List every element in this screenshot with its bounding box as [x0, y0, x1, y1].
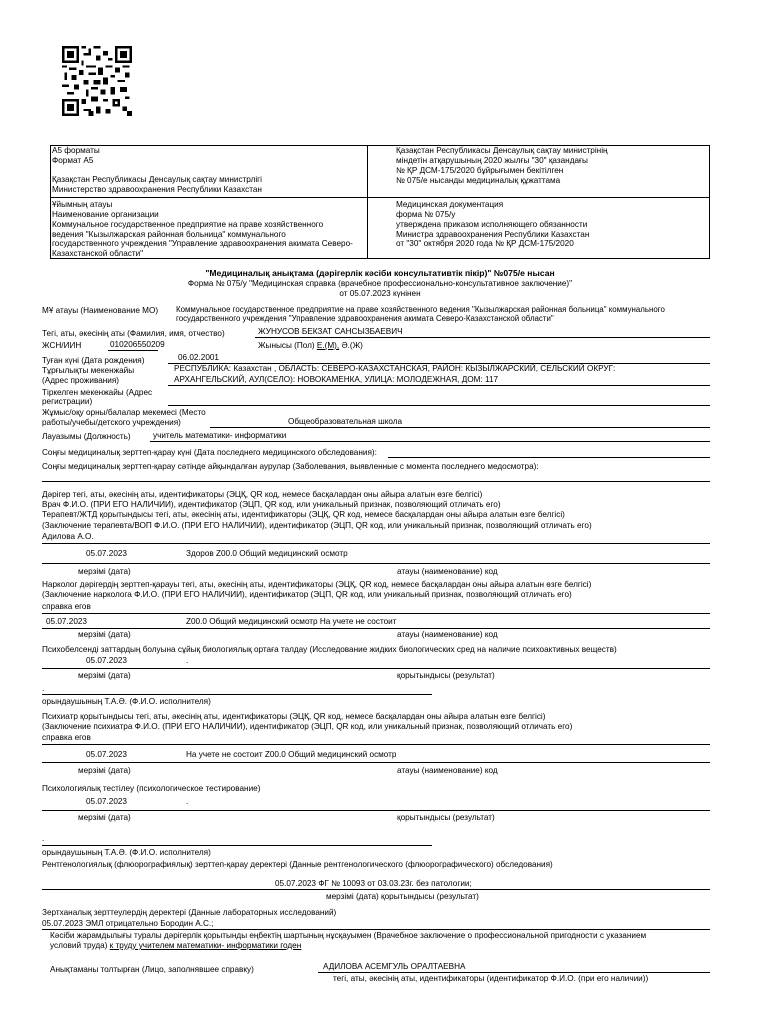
psych-test-exec-underline: [42, 845, 432, 846]
header-vertical-divider: [367, 145, 368, 259]
psych-test-date: 05.07.2023: [86, 797, 127, 806]
therapist-result-underline: [42, 563, 710, 564]
psych-test-result-label: қорытындысы (результат): [397, 813, 495, 822]
psychiatrist-name: справка егов: [42, 733, 91, 742]
iin-label: ЖСН/ИИН: [42, 341, 82, 350]
work-label-1: Жұмыс/оқу орны/балалар мекемесі (Место: [42, 408, 206, 417]
position-label: Лауазымы (Должность): [42, 432, 131, 441]
work-value: Общеобразовательная школа: [288, 417, 403, 426]
psychoactive-result: .: [186, 656, 189, 665]
psychoactive-date-label: мерзімі (дата): [78, 671, 131, 680]
lab-underline: [42, 929, 710, 930]
doctor-label-ru: Врач Ф.И.О. (ПРИ ЕГО НАЛИЧИИ), идентификатор (ЭЦП, QR код, или уникальный признак, позволяющий отличать его): [42, 500, 501, 509]
doctor-label-kz: Дәрігер тегі, аты, әкесінің аты, идентификаторы (ЭЦҚ, QR код, немесе басқалардан оны айыра алатын өзге белгісі): [42, 490, 483, 499]
header-left-top: А5 форматы Формат А5 Қазақстан Республикасы Денсаулық сақтау министрлігі Министерство здравоохранения Республики Казахстан: [52, 146, 262, 194]
filler-sub-label: тегі, аты, әкесінің аты, идентификаторы (идентификатор Ф.И.О. (при его наличии)): [333, 974, 649, 983]
psychiatrist-label-ru: (Заключение психиатра Ф.И.О. (ПРИ ЕГО НАЛИЧИИ), идентификатор (ЭЦП, QR код, или уникальный признак, позволяющий отличать его): [42, 722, 573, 731]
psychiatrist-underline: [42, 744, 710, 745]
iin-value: 010206550209: [110, 340, 165, 349]
therapist-underline: [42, 543, 710, 544]
sex-label: Жынысы (Пол): [258, 341, 315, 350]
address-value-1: РЕСПУБЛИКА: Казахстан , ОБЛАСТЬ: СЕВЕРО-КАЗАХСТАНСКАЯ, РАЙОН: КЫЗЫЛЖАРСКИЙ, СЕЛЬСКИЙ ОКРУГ:: [174, 364, 616, 373]
therapist-label-ru: (Заключение терапевта/ВОП Ф.И.О. (ПРИ ЕГО НАЛИЧИИ), идентификатор (ЭЦП, QR код, или уникальный признак, позволяющий отличать его): [42, 521, 592, 530]
narcologist-label-ru: (Заключение нарколога Ф.И.О. (ПРИ ЕГО НАЛИЧИИ), идентификатор (ЭЦП, QR код, или уникальный признак, позволяющий отличать его): [42, 590, 572, 599]
psychoactive-exec-underline: [42, 694, 432, 695]
filler-label: Анықтаманы толтырған (Лицо, заполнявшее справку): [50, 965, 254, 974]
narcologist-underline: [42, 613, 710, 614]
header-horizontal-divider: [50, 197, 710, 198]
address-value-2: АРХАНГЕЛЬСКИЙ, АУЛ(СЕЛО): НОВОКАМЕНКА, УЛИЦА: МОЛОДЕЖНАЯ, ДОМ: 117: [174, 375, 499, 384]
xray-label: Рентгенологиялық (флюорографиялық) зерттеп-қарау деректері (Данные рентгенологического (флюорографического) обследования): [42, 860, 553, 869]
form-title-kz: "Медициналық анықтама (дәрігерлік кәсіби консультативтік пікір)" №075/е нысан: [205, 268, 555, 278]
conclusion-label-1: Кәсіби жарамдылығы туралы дәрігерлік қорытынды еңбектің шартының нұсқауымен (Врачебное заключение о профессиональной пригодности с указанием: [50, 931, 647, 940]
filler-underline: [318, 972, 710, 973]
diseases-label: Соңғы медициналық зерттеп-қарау сәтінде айқындалған аурулар (Заболевания, выявленные с момента последнего медосмотра):: [42, 462, 539, 471]
narcologist-name: справка егов: [42, 602, 91, 611]
psychiatrist-result-underline: [42, 762, 710, 763]
psychoactive-underline: [42, 668, 710, 669]
psychiatrist-date: 05.07.2023: [86, 750, 127, 759]
psychiatrist-result: На учете не состоит Z00.0 Общий медицинский осмотр: [186, 750, 397, 759]
last-exam-underline: [388, 457, 710, 458]
qr-code: [62, 46, 132, 116]
work-label-2: работы/учебы/детского учреждения): [42, 418, 181, 427]
psychoactive-label: Психобелсенді заттардың болуына сұйық биологиялық ортаға талдау (Исследование жидких биологических сред на наличие психоактивных веществ): [42, 645, 617, 654]
org-value-1: Коммунальное государственное предприятие на праве хозяйственного ведения "Кызылжарская районная больница" коммунального: [176, 305, 665, 314]
xray-value: 05.07.2023 ФГ № 10093 от 03.03.23г. без патологии;: [275, 879, 472, 888]
fio-label: Тегі, аты, әкесінің аты (Фамилия, имя, отчество): [42, 329, 225, 338]
psych-test-underline: [42, 810, 710, 811]
psychiatrist-label-kz: Психиатр қорытындысы тегі, аты, әкесінің аты, идентификаторы (ЭЦҚ, QR код, немесе басқалардан оны айыра алатын өзге белгісі): [42, 712, 546, 721]
narcologist-label-kz: Нарколог дәрігердің зерттеп-қарауы тегі, аты, әкесінің аты, идентификаторы (ЭЦҚ, QR код, немесе басқалардан оны айыра алатын өзге белгісі): [42, 580, 592, 589]
form-title-ru: Форма № 075/у "Медицинская справка (врачебное профессионально-консультативное заключение)": [187, 279, 573, 288]
therapist-date-label: мерзімі (дата): [78, 567, 131, 576]
psych-test-label: Психологиялық тестілеу (психологическое тестирование): [42, 784, 261, 793]
xray-underline: [42, 889, 710, 890]
narcologist-date-label: мерзімі (дата): [78, 630, 131, 639]
psychoactive-exec-value: .: [42, 684, 45, 693]
conclusion-label-2: условий труда): [50, 941, 108, 950]
sex-female-option: Ә.(Ж): [341, 341, 363, 350]
header-left-bottom: Ұйымның атауы Наименование организации Коммунальное государственное предприятие на праве хозяйственного ведения "Кызылжарская районная больница" коммунального государственного учреждения "Управление здравоохранения акимата Северо- Казахстанской области": [52, 200, 353, 259]
psych-test-exec-label: орындаушының Т.А.Ә. (Ф.И.О. исполнителя): [42, 848, 211, 857]
xray-sub-label: мерзімі (дата) қорытындысы (результат): [326, 892, 479, 901]
fio-value: ЖУНУСОВ БЕКЗАТ САНСЫЗБАЕВИЧ: [258, 327, 403, 336]
fio-underline: [255, 337, 710, 338]
address-label-1: Тұрғылықты мекенжайы: [42, 366, 135, 375]
psychoactive-date: 05.07.2023: [86, 656, 127, 665]
psychiatrist-date-label: мерзімі (дата): [78, 766, 131, 775]
therapist-result: Здоров Z00.0 Общий медицинский осмотр: [186, 549, 348, 558]
form-title-date: от 05.07.2023 күнінен: [339, 289, 421, 298]
psychoactive-result-label: қорытындысы (результат): [397, 671, 495, 680]
reg-label-2: регистрации): [42, 397, 93, 406]
dob-value: 06.02.2001: [178, 353, 219, 362]
psych-test-date-label: мерзімі (дата): [78, 813, 131, 822]
therapist-date: 05.07.2023: [86, 549, 127, 558]
narcologist-date: 05.07.2023: [46, 617, 87, 626]
sex-male-option: Е.(М),: [316, 341, 340, 350]
iin-underline: [108, 350, 158, 351]
reg-label-1: Тіркелген мекенжайы (Адрес: [42, 388, 153, 397]
psych-test-exec-value: .: [42, 834, 45, 843]
therapist-name-label: атауы (наименование) код: [397, 567, 498, 576]
position-value: учитель математики- информатики: [153, 431, 287, 440]
conclusion-line-2: [50, 941, 301, 951]
address-label-2: (Адрес проживания): [42, 376, 120, 385]
sex-field: [258, 341, 363, 351]
reg-underline: [168, 405, 710, 406]
psychiatrist-name-label: атауы (наименование) код: [397, 766, 498, 775]
org-value-2: государственного учреждения "Управление здравоохранения акимата Северо-Казахстанской области": [176, 314, 554, 323]
conclusion-value: к труду учителем математики- информатики годен: [109, 941, 302, 950]
last-exam-label: Соңғы медициналық зерттеп-қарау күні (Дата последнего медицинского обследования):: [42, 448, 377, 457]
org-label: МҰ атауы (Наименование МО): [42, 306, 159, 315]
narcologist-result: Z00.0 Общий медицинский осмотр На учете не состоит: [186, 617, 397, 626]
therapist-name: Адилова А.О.: [42, 532, 94, 541]
diseases-underline: [42, 481, 710, 482]
lab-value: 05.07.2023 ЭМЛ отрицательно Бородин А.С.;: [42, 919, 214, 928]
narcologist-result-underline: [42, 628, 710, 629]
work-underline: [210, 427, 710, 428]
therapist-label-kz: Терапевт/ЖТД қорытындысы тегі, аты, әкесінің аты, идентификаторы (ЭЦҚ, QR код, немесе басқалардан оны айыра алатын өзге белгісі): [42, 510, 565, 519]
position-underline: [150, 441, 710, 442]
header-right-top: Қазақстан Республикасы Денсаулық сақтау министрінің міндетін атқарушының 2020 жылғы "30" қазандағы № ҚР ДСМ-175/2020 бұйрығымен бекітілген № 075/е нысанды медициналық құжаттама: [396, 146, 608, 185]
header-right-bottom: Медицинская документация форма № 075/у утверждена приказом исполняющего обязанности Министра здравоохранения Республики Казахстан от "30" октября 2020 года № ҚР ДСМ-175/2020: [396, 200, 590, 249]
narcologist-name-label: атауы (наименование) код: [397, 630, 498, 639]
psychoactive-exec-label: орындаушының Т.А.Ә. (Ф.И.О. исполнителя): [42, 697, 211, 706]
address-underline: [168, 385, 710, 386]
psych-test-result: .: [186, 797, 189, 806]
dob-label: Туған күні (Дата рождения): [42, 356, 145, 365]
filler-value: АДИЛОВА АСЕМГУЛЬ ОРАЛТАЕВНА: [323, 962, 466, 971]
lab-label: Зертханалық зерттеулердің деректері (Данные лабораторных исследований): [42, 908, 337, 917]
